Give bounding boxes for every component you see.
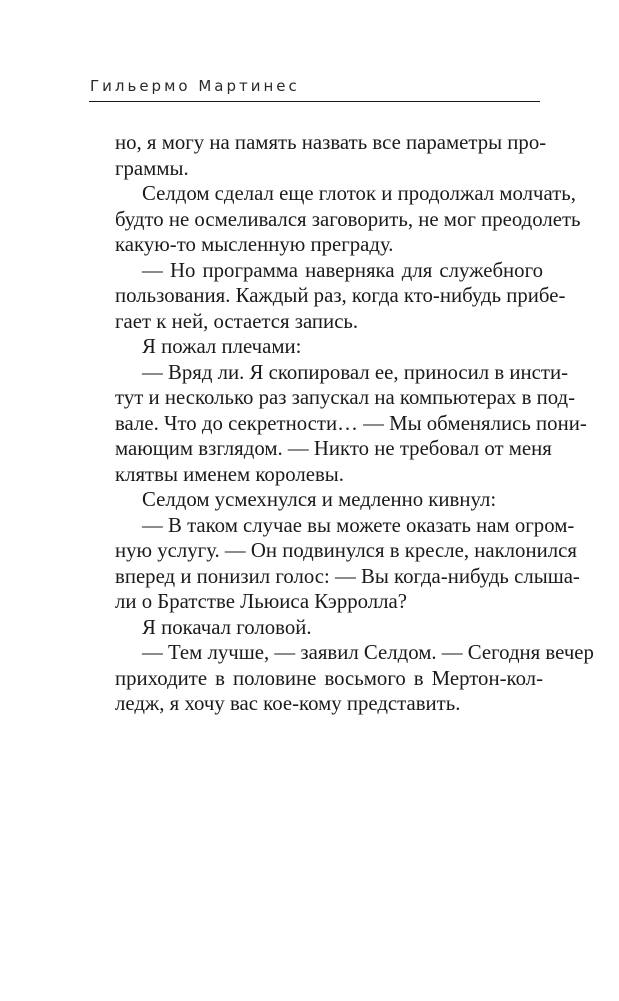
text-line: — Тем лучше, — заявил Селдом. — Сегодня вечер bbox=[142, 641, 594, 664]
text-line: Я покачал головой. bbox=[142, 615, 312, 639]
text-line: — Но программа наверняка для служебного bbox=[142, 258, 543, 282]
text-line: Селдом сделал еще глоток и продолжал молчать, bbox=[142, 182, 576, 205]
header-rule bbox=[89, 101, 540, 102]
text-line: приходите в половине восьмого в Мертон-кол- bbox=[115, 666, 543, 690]
text-line: тут и несколько раз запускал на компьютерах в под- bbox=[115, 386, 576, 409]
text-line: вале. Что до секретности… — Мы обменялись пони- bbox=[115, 411, 587, 435]
text-line: клятвы именем королевы. bbox=[115, 462, 344, 486]
text-line: вперед и понизил голос: — Вы когда-нибудь слыша- bbox=[115, 564, 580, 588]
text-line: мающим взглядом. — Никто не требовал от меня bbox=[115, 437, 552, 460]
text-line: какую-то мысленную преграду. bbox=[115, 233, 394, 256]
text-line: Я пожал плечами: bbox=[142, 335, 302, 358]
text-line: ли о Братстве Льюиса Кэрролла? bbox=[115, 590, 407, 613]
running-header: Гильермо Мартинес bbox=[90, 77, 300, 95]
text-line: Селдом усмехнулся и медленно кивнул: bbox=[142, 488, 497, 511]
text-line: пользования. Каждый раз, когда кто-нибудь прибе- bbox=[115, 284, 566, 307]
text-body bbox=[115, 130, 594, 717]
text-line: но, я могу на память назвать все параметры про- bbox=[115, 131, 547, 154]
text-line: — Вряд ли. Я скопировал ее, приносил в инсти- bbox=[142, 360, 569, 384]
text-line: ную услугу. — Он подвинулся в кресле, наклонился bbox=[115, 539, 577, 562]
text-line: гает к ней, остается запись. bbox=[115, 309, 359, 333]
text-line: — В таком случае вы можете оказать нам огром- bbox=[142, 513, 575, 537]
text-line: будто не осмеливался заговорить, не мог преодолеть bbox=[115, 207, 581, 231]
text-line: граммы. bbox=[115, 156, 189, 180]
text-line: ледж, я хочу вас кое-кому представить. bbox=[115, 692, 461, 715]
